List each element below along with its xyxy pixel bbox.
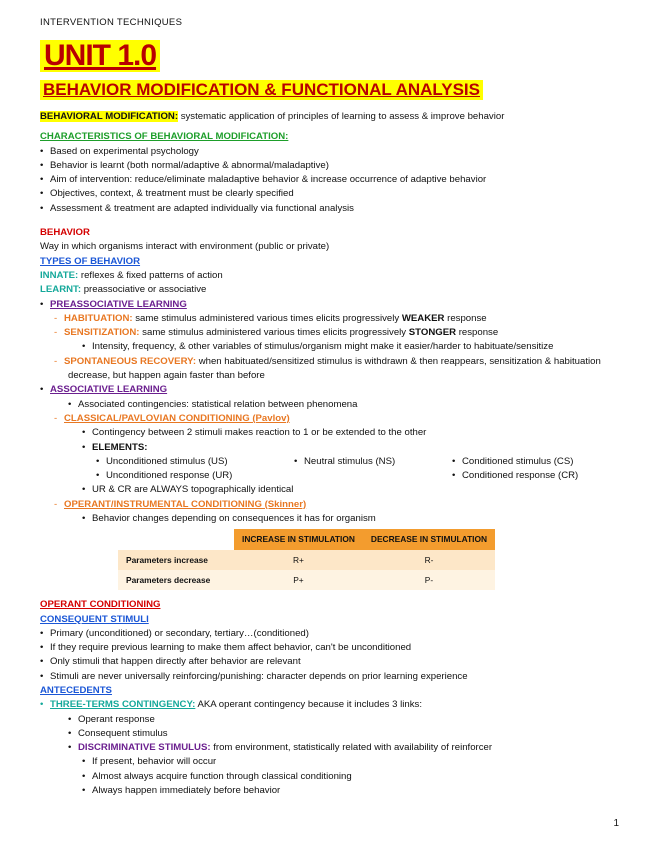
preassoc-heading: • PREASSOCIATIVE LEARNING: [40, 298, 187, 310]
contingency-item: • Contingency between 2 stimuli makes reaction to 1 or be extended to the other: [82, 427, 427, 439]
list-item: • Assessment & treatment are adapted individually via functional analysis: [40, 202, 354, 214]
element-ns: • Neutral stimulus (NS): [294, 455, 396, 467]
innate-line: INNATE: reflexes & fixed patterns of action: [40, 269, 223, 281]
assoc-heading: • ASSOCIATIVE LEARNING: [40, 384, 168, 396]
list-item: • If present, behavior will occur: [82, 756, 217, 768]
classical-heading: - CLASSICAL/PAVLOVIAN CONDITIONING (Pavlov): [54, 412, 290, 424]
ds-item: • DISCRIMINATIVE STIMULUS: from environment, statistically related with availability of reinforcer: [68, 742, 493, 754]
element-us: • Unconditioned stimulus (US): [96, 455, 228, 467]
running-header: INTERVENTION TECHNIQUES: [40, 17, 183, 28]
list-item: • Almost always acquire function through classical conditioning: [82, 770, 352, 782]
cs-heading: CONSEQUENT STIMULI: [40, 613, 149, 625]
list-item: • Behavior is learnt (both normal/adaptive & abnormal/maladaptive): [40, 159, 329, 171]
char-heading: CHARACTERISTICS OF BEHAVIORAL MODIFICATION:: [40, 131, 289, 143]
list-item: • If they require previous learning to make them affect behavior, can't be unconditioned: [40, 642, 412, 654]
col-decrease: DECREASE IN STIMULATION: [363, 529, 495, 549]
types-heading: TYPES OF BEHAVIOR: [40, 255, 141, 267]
spontaneous-item: - SPONTANEOUS RECOVERY: when habituated/sensitized stimulus is withdrawn & then reappears, sensitization & habituation: [54, 355, 601, 367]
element-ur: • Unconditioned response (UR): [96, 470, 233, 482]
list-item: • Stimuli are never universally reinforcing/punishing: character depends on prior learning experience: [40, 670, 468, 682]
list-item: • Operant response: [68, 713, 155, 725]
table-row: Parameters decrease P+ P-: [118, 570, 495, 590]
intensity-item: • Intensity, frequency, & other variables of stimulus/organism might make it easier/harder to habituate/sensitize: [82, 341, 554, 353]
bm-label: BEHAVIORAL MODIFICATION:: [40, 111, 179, 122]
table-row: Parameters increase R+ R-: [118, 550, 495, 570]
bm-definition: BEHAVIORAL MODIFICATION: systematic application of principles of learning to assess & improve behavior: [40, 111, 505, 122]
stimulation-table: [118, 529, 495, 590]
list-item: • Consequent stimulus: [68, 727, 168, 739]
operant-heading: - OPERANT/INSTRUMENTAL CONDITIONING (Skinner): [54, 498, 307, 510]
list-item: • Primary (unconditioned) or secondary, tertiary…(conditioned): [40, 627, 309, 639]
elements-label: • ELEMENTS:: [82, 441, 148, 453]
habituation-item: - HABITUATION: same stimulus administered various times elicits progressively WEAKER response: [54, 312, 487, 324]
learnt-line: LEARNT: preassociative or associative: [40, 284, 207, 296]
sensitization-item: - SENSITIZATION: same stimulus administered various times elicits progressively STONGER response: [54, 327, 499, 339]
list-item: • Based on experimental psychology: [40, 145, 199, 157]
list-item: • Objectives, context, & treatment must be clearly specified: [40, 188, 294, 200]
unit-title: UNIT 1.0: [40, 40, 160, 72]
behavior-heading: BEHAVIOR: [40, 227, 90, 239]
spontaneous-item-cont: decrease, but happen again faster than before: [68, 370, 265, 382]
ur-cr-item: • UR & CR are ALWAYS topographically identical: [82, 484, 294, 496]
elements-grid: [40, 455, 636, 484]
unit-subtitle: BEHAVIOR MODIFICATION & FUNCTIONAL ANALYSIS: [40, 80, 483, 100]
list-item: • Aim of intervention: reduce/eliminate maladaptive behavior & increase occurrence of adaptive behavior: [40, 174, 487, 186]
ttc-item: • THREE-TERMS CONTINGENCY: AKA operant contingency because it includes 3 links:: [40, 699, 422, 711]
list-item: • Always happen immediately before behavior: [82, 785, 281, 797]
page-number: 1: [613, 818, 619, 829]
antecedents-heading: ANTECEDENTS: [40, 684, 112, 696]
oc-heading: OPERANT CONDITIONING: [40, 599, 161, 611]
list-item: • Only stimuli that happen directly after behavior are relevant: [40, 656, 301, 668]
operant-item: • Behavior changes depending on consequences it has for organism: [82, 513, 376, 525]
element-cr: • Conditioned response (CR): [452, 470, 579, 482]
element-cs: • Conditioned stimulus (CS): [452, 455, 574, 467]
col-increase: INCREASE IN STIMULATION: [234, 529, 363, 549]
document-body: [40, 110, 636, 798]
behavior-definition: Way in which organisms interact with environment (public or private): [40, 241, 330, 253]
assoc-item: • Associated contingencies: statistical relation between phenomena: [68, 398, 358, 410]
table-header-row: [118, 529, 495, 549]
